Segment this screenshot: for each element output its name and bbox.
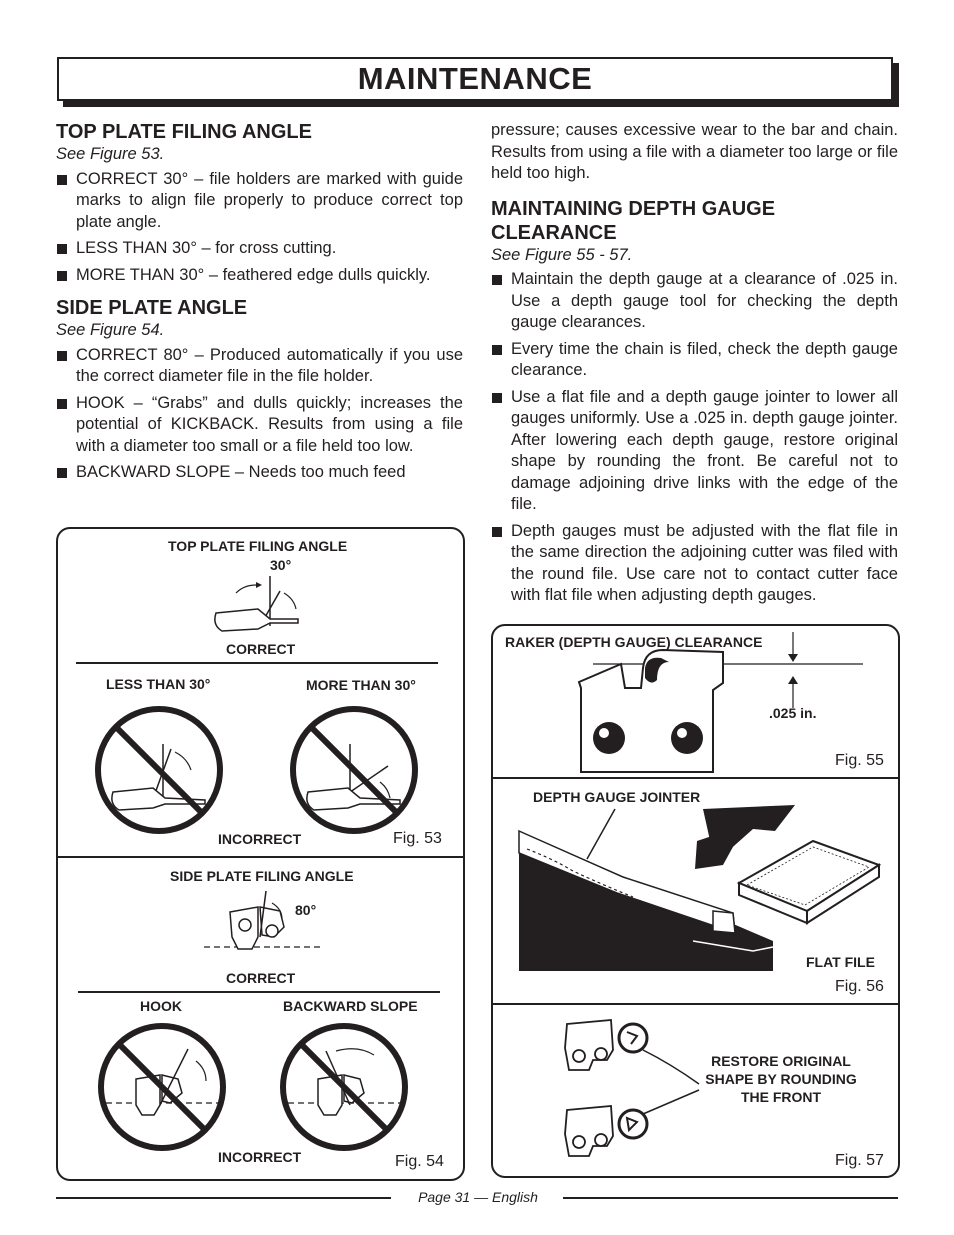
less-than-30-no-icon xyxy=(93,704,225,836)
fig55-caption: Fig. 55 xyxy=(835,752,884,769)
list-item: Every time the chain is filed, check the depth gauge clearance. xyxy=(491,339,898,382)
fig54-correct-label: CORRECT xyxy=(226,970,296,986)
list-item: HOOK – “Grabs” and dulls quickly; increases the potential of KICKBACK. Results from using a file with a diameter too small or a file held too low. xyxy=(56,393,463,458)
fig53-caption: Fig. 53 xyxy=(393,830,442,847)
fig56-caption: Fig. 56 xyxy=(835,978,884,995)
list-item: MORE THAN 30° – feathered edge dulls quickly. xyxy=(56,265,463,287)
fig54-hook-label: HOOK xyxy=(140,998,182,1014)
fig56-title: DEPTH GAUGE JOINTER xyxy=(533,789,701,805)
heading-top-plate: TOP PLATE FILING ANGLE xyxy=(56,121,312,143)
fig57-label-line3: THE FRONT xyxy=(740,1089,822,1105)
depth-gauge-jointer-illustration xyxy=(513,801,893,976)
continued-text: pressure; causes excessive wear to the bar and chain. Results from using a file with a diameter too large or file held too high. xyxy=(491,121,898,182)
raker-clearance-illustration xyxy=(573,628,873,778)
side-plate-list xyxy=(56,345,463,484)
correct-side-plate-illustration xyxy=(198,887,328,957)
list-item: CORRECT 80° – Produced automatically if you use the correct diameter file in the file holder. xyxy=(56,345,463,388)
fig57-label-line1: RESTORE ORIGINAL xyxy=(711,1053,851,1069)
divider xyxy=(493,1003,898,1005)
list-item: BACKWARD SLOPE – Needs too much feed xyxy=(56,462,463,484)
fig57-caption: Fig. 57 xyxy=(835,1152,884,1169)
page-title: MAINTENANCE xyxy=(57,57,893,101)
see-figure-53: See Figure 53. xyxy=(56,145,165,163)
more-than-30-no-icon xyxy=(288,704,420,836)
fig53-title: TOP PLATE FILING ANGLE xyxy=(168,538,348,554)
fig53-angle: 30° xyxy=(270,557,292,573)
list-item: Maintain the depth gauge at a clearance of .025 in. Use a depth gauge tool for checking the depth gauge clearances. xyxy=(491,269,898,334)
left-column xyxy=(56,120,463,489)
fig55-clearance-label: .025 in. xyxy=(769,705,817,721)
list-item: CORRECT 30° – file holders are marked with guide marks to align file properly to produce correct top plate angle. xyxy=(56,169,463,234)
fig54-title: SIDE PLATE FILING ANGLE xyxy=(170,868,354,884)
fig57-label xyxy=(681,1052,881,1106)
divider xyxy=(58,856,463,858)
backward-slope-no-icon xyxy=(278,1021,410,1153)
footer-rule-left xyxy=(56,1197,391,1199)
fig53-less-label: LESS THAN 30° xyxy=(106,676,211,692)
list-item: Depth gauges must be adjusted with the flat file in the same direction the adjoining cutter was filed with the round file. Use care not to contact cutter face with flat file when adjusting depth gauges. xyxy=(491,521,898,607)
fig56-flat-file-label: FLAT FILE xyxy=(806,954,875,970)
fig53-correct-label: CORRECT xyxy=(226,641,296,657)
fig53-more-label: MORE THAN 30° xyxy=(306,677,416,693)
fig54-incorrect-label: INCORRECT xyxy=(218,1149,302,1165)
hook-no-icon xyxy=(96,1021,228,1153)
heading-side-plate: SIDE PLATE ANGLE xyxy=(56,297,248,319)
fig54-backward-label: BACKWARD SLOPE xyxy=(283,998,418,1014)
list-item: LESS THAN 30° – for cross cutting. xyxy=(56,238,463,260)
depth-gauge-list xyxy=(491,269,898,607)
right-column xyxy=(491,120,898,612)
figure-55-57-panel xyxy=(491,624,900,1178)
list-item: Use a flat file and a depth gauge jointer to lower all gauges uniformly. Use a .025 in. depth gauge jointer. After lowering each depth gauge, restore original shape by rounding the front. Be careful not to damage adjoining drive links with the edge of the file. xyxy=(491,387,898,516)
heading-depth-gauge: MAINTAINING DEPTH GAUGE CLEARANCE xyxy=(491,197,776,244)
fig54-angle: 80° xyxy=(295,902,317,918)
footer-rule-right xyxy=(563,1197,898,1199)
fig55-title: RAKER (DEPTH GAUGE) CLEARANCE xyxy=(505,634,763,650)
divider xyxy=(493,777,898,779)
fig54-caption: Fig. 54 xyxy=(395,1153,444,1170)
top-plate-list xyxy=(56,169,463,287)
divider xyxy=(78,991,440,993)
fig57-label-line2: SHAPE BY ROUNDING xyxy=(705,1071,857,1087)
divider xyxy=(76,662,438,664)
page-footer: Page 31 — English xyxy=(418,1189,538,1205)
figure-53-54-panel xyxy=(56,527,465,1181)
correct-top-plate-illustration xyxy=(208,571,328,641)
see-figure-55-57: See Figure 55 - 57. xyxy=(491,245,633,264)
see-figure-54: See Figure 54. xyxy=(56,321,165,339)
fig53-incorrect-label: INCORRECT xyxy=(218,831,302,847)
